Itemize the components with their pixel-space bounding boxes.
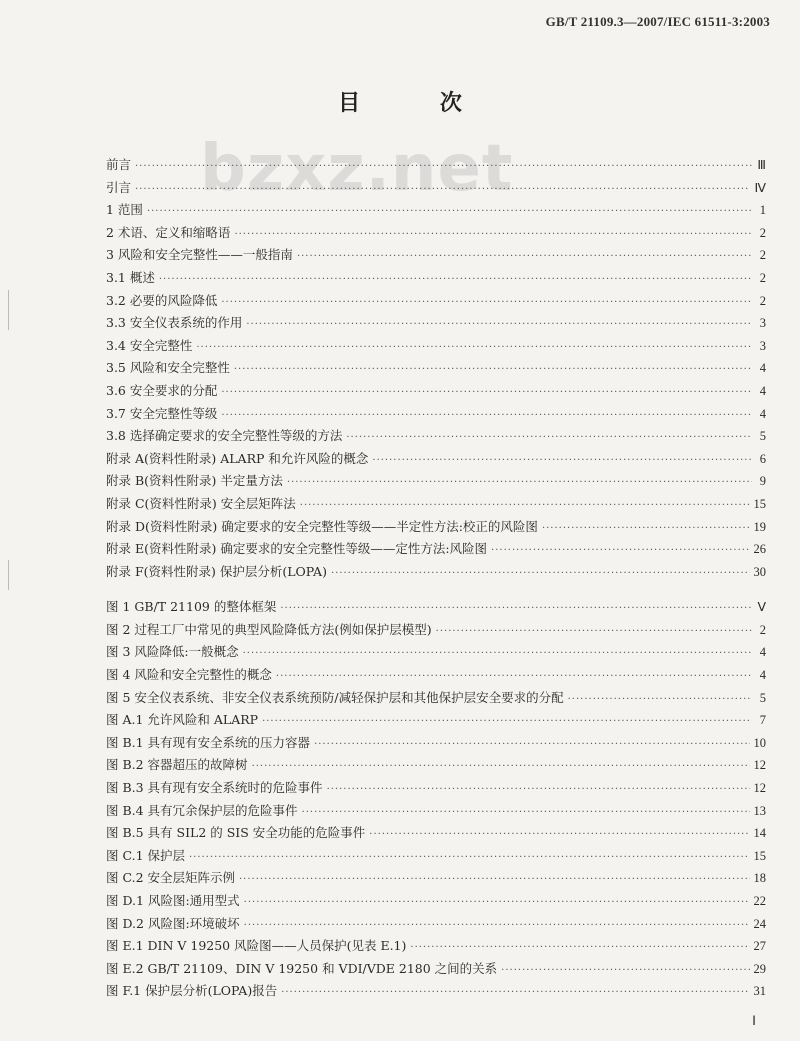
toc-figure-list: [106, 596, 766, 1003]
leader-dots: [287, 472, 752, 495]
toc-entry-page: 2: [759, 622, 766, 637]
figure-entry[interactable]: [106, 754, 766, 777]
toc-entry-page: 3: [759, 316, 766, 331]
toc-entry-page: 4: [759, 645, 766, 660]
toc-entry-label: 3.7 安全完整性等级: [106, 405, 218, 421]
leader-dots: [410, 937, 749, 960]
toc-entry-label: 前言: [106, 157, 132, 172]
scan-margin-mark: [8, 560, 9, 590]
toc-entry[interactable]: [106, 470, 766, 493]
leader-dots: [244, 915, 750, 938]
toc-entry-page: 30: [753, 564, 766, 579]
leader-dots: [302, 802, 750, 825]
leader-dots: [147, 201, 752, 224]
toc-entry-label: 附录 E(资料性附录) 确定要求的安全完整性等级——定性方法:风险图: [106, 541, 488, 557]
toc-entry-page: 27: [753, 939, 766, 954]
toc-entry[interactable]: [106, 538, 766, 561]
toc-entry-label: 图 B.2 容器超压的故障树: [106, 757, 248, 773]
leader-dots: [135, 156, 752, 179]
toc-entry-page: 9: [759, 474, 766, 489]
toc-entry[interactable]: [106, 380, 766, 403]
leader-dots: [369, 824, 749, 847]
leader-dots: [276, 666, 752, 689]
toc-entry-label: 图 B.5 具有 SIL2 的 SIS 安全功能的危险事件: [106, 825, 366, 841]
toc-entry-page: 14: [753, 826, 766, 841]
figure-entry[interactable]: [106, 800, 766, 823]
toc-section-list: [106, 154, 766, 583]
leader-dots: [221, 382, 752, 405]
figure-entry[interactable]: [106, 732, 766, 755]
leader-dots: [346, 427, 752, 450]
toc-entry[interactable]: [106, 290, 766, 313]
toc-entry-page: 24: [753, 916, 766, 931]
figure-entry[interactable]: [106, 619, 766, 642]
page-title: 目 次: [338, 91, 498, 116]
leader-dots: [135, 179, 750, 202]
figure-entry[interactable]: [106, 709, 766, 732]
toc-entry-label: 3.8 选择确定要求的安全完整性等级的方法: [106, 428, 343, 444]
toc-entry[interactable]: [106, 312, 766, 335]
toc-entry-page: 4: [759, 361, 766, 376]
toc-entry-page: 4: [759, 383, 766, 398]
toc-entry-page: 3: [759, 338, 766, 353]
toc-entry-label: 图 4 风险和安全完整性的概念: [106, 667, 272, 683]
leader-dots: [239, 869, 750, 892]
toc-entry-label: 3.6 安全要求的分配: [106, 382, 218, 398]
leader-dots: [327, 779, 750, 802]
toc-entry-label: 图 1 GB/T 21109 的整体框架: [106, 599, 277, 615]
toc-entry[interactable]: [106, 199, 766, 222]
toc-entry-label: 图 F.1 保护层分析(LOPA)报告: [106, 983, 278, 999]
toc-entry-label: 附录 B(资料性附录) 半定量方法: [106, 473, 283, 489]
toc-entry-label: 1 范围: [106, 202, 143, 218]
toc-entry-label: 附录 F(资料性附录) 保护层分析(LOPA): [106, 563, 327, 579]
figure-entry[interactable]: [106, 777, 766, 800]
figure-entry[interactable]: [106, 596, 766, 619]
toc-entry-page: 31: [753, 984, 766, 999]
toc-entry-label: 引言: [106, 179, 132, 195]
leader-dots: [280, 598, 752, 621]
figure-entry[interactable]: [106, 641, 766, 664]
toc-entry-label: 图 B.1 具有现有安全系统的压力容器: [106, 734, 311, 750]
leader-dots: [262, 711, 752, 734]
leader-dots: [246, 314, 752, 337]
leader-dots: [491, 540, 749, 563]
leader-dots: [234, 359, 752, 382]
toc-entry-page: 29: [753, 961, 766, 976]
toc-entry[interactable]: [106, 448, 766, 471]
toc-entry-label: 附录 A(资料性附录) ALARP 和允许风险的概念: [106, 450, 369, 466]
toc-entry-label: 图 B.3 具有现有安全系统时的危险事件: [106, 780, 323, 796]
toc-entry-label: 3.2 必要的风险降低: [106, 292, 218, 308]
toc-entry[interactable]: [106, 222, 766, 245]
figure-entry[interactable]: [106, 980, 766, 1003]
leader-dots: [221, 292, 752, 315]
toc-entry-page: 1: [759, 203, 766, 218]
toc-entry-label: 3 风险和安全完整性——一般指南: [106, 247, 293, 263]
leader-dots: [297, 246, 752, 269]
scan-margin-mark: [8, 290, 9, 330]
toc-entry-label: 图 A.1 允许风险和 ALARP: [106, 712, 259, 728]
leader-dots: [436, 621, 752, 644]
toc-entry[interactable]: [106, 267, 766, 290]
figure-entry[interactable]: [106, 664, 766, 687]
leader-dots: [243, 643, 752, 666]
standard-code: GB/T 21109.3—2007/IEC 61511-3:2003: [545, 14, 770, 29]
toc-entry-label: 附录 D(资料性附录) 确定要求的安全完整性等级——半定性方法:校正的风险图: [106, 518, 538, 534]
toc-entry-page: 2: [759, 248, 766, 263]
toc-entry[interactable]: [106, 244, 766, 267]
toc-entry-label: 图 E.2 GB/T 21109、DIN V 19250 和 VDI/VDE 2180 之间的关系: [106, 960, 498, 976]
toc-entry-page: 19: [753, 519, 766, 534]
toc-entry-label: 2 术语、定义和缩略语: [106, 224, 231, 240]
toc-entry-page: 10: [753, 735, 766, 750]
toc-entry-label: 图 3 风险降低:一般概念: [106, 644, 239, 660]
leader-dots: [542, 518, 750, 541]
figure-entry[interactable]: [106, 913, 766, 936]
toc-entry-label: 3.3 安全仪表系统的作用: [106, 315, 243, 331]
toc-entry-label: 图 D.1 风险图:通用型式: [106, 893, 240, 908]
leader-dots: [300, 495, 750, 518]
toc-entry[interactable]: [106, 425, 766, 448]
toc-entry[interactable]: [106, 357, 766, 380]
toc-entry-page: Ⅲ: [757, 158, 766, 172]
toc-entry[interactable]: [106, 177, 766, 200]
toc-entry-page: 15: [753, 848, 766, 863]
leader-dots: [244, 892, 750, 915]
toc-entry-page: 18: [753, 871, 766, 886]
watermark: bzxz.net: [200, 132, 514, 206]
toc-entry-label: 图 C.2 安全层矩阵示例: [106, 870, 235, 886]
figure-entry[interactable]: [106, 822, 766, 845]
page-number: Ⅰ: [752, 1013, 756, 1028]
toc-entry-label: 图 5 安全仪表系统、非安全仪表系统预防/减轻保护层和其他保护层安全要求的分配: [106, 689, 564, 705]
toc-entry-label: 3.4 安全完整性: [106, 337, 193, 353]
leader-dots: [252, 756, 750, 779]
toc-entry[interactable]: [106, 335, 766, 358]
toc-entry-page: 4: [759, 406, 766, 421]
figure-entry[interactable]: [106, 687, 766, 710]
leader-dots: [159, 269, 752, 292]
leader-dots: [331, 563, 750, 586]
toc-entry-page: 13: [753, 803, 766, 818]
toc-entry-page: 5: [759, 429, 766, 444]
figure-entry[interactable]: [106, 890, 766, 913]
toc-entry-page: 2: [759, 270, 766, 285]
toc-entry[interactable]: [106, 516, 766, 539]
leader-dots: [189, 847, 750, 870]
figure-entry[interactable]: [106, 935, 766, 958]
toc-entry-page: Ⅴ: [757, 600, 766, 615]
toc-entry-page: 5: [759, 690, 766, 705]
toc-entry[interactable]: [106, 403, 766, 426]
leader-dots: [221, 405, 752, 428]
toc-entry[interactable]: [106, 493, 766, 516]
leader-dots: [501, 960, 749, 983]
figure-entry[interactable]: [106, 958, 766, 981]
toc-entry[interactable]: [106, 154, 766, 177]
toc-entry-page: 4: [759, 668, 766, 683]
toc-entry-page: 12: [753, 781, 766, 796]
toc-entry-page: 7: [759, 713, 766, 728]
toc-entry-label: 图 E.1 DIN V 19250 风险图——人员保护(见表 E.1): [106, 938, 407, 954]
toc-entry[interactable]: [106, 561, 766, 584]
leader-dots: [196, 337, 752, 360]
toc-entry-page: 2: [759, 293, 766, 308]
leader-dots: [568, 689, 752, 712]
toc-entry-label: 附录 C(资料性附录) 安全层矩阵法: [106, 495, 296, 511]
toc-entry-page: 6: [759, 451, 766, 466]
toc-entry-label: 图 C.1 保护层: [106, 847, 185, 863]
toc-entry-label: 3.5 风险和安全完整性: [106, 360, 230, 376]
toc-entry-label: 图 B.4 具有冗余保护层的危险事件: [106, 802, 298, 818]
leader-dots: [234, 224, 752, 247]
table-of-contents: [106, 154, 766, 1003]
toc-entry-page: 26: [753, 542, 766, 557]
leader-dots: [281, 982, 749, 1005]
leader-dots: [372, 450, 752, 473]
toc-entry-label: 图 2 过程工厂中常见的典型风险降低方法(例如保护层模型): [106, 621, 432, 637]
toc-entry-page: 12: [753, 758, 766, 773]
figure-entry[interactable]: [106, 845, 766, 868]
toc-entry-label: 3.1 概述: [106, 269, 155, 285]
toc-entry-page: 15: [753, 496, 766, 511]
figure-entry[interactable]: [106, 867, 766, 890]
toc-entry-label: 图 D.2 风险图:环境破坏: [106, 915, 240, 931]
leader-dots: [314, 734, 749, 757]
toc-entry-page: 2: [759, 225, 766, 240]
toc-entry-page: Ⅳ: [754, 180, 766, 195]
toc-entry-page: 22: [753, 894, 766, 908]
